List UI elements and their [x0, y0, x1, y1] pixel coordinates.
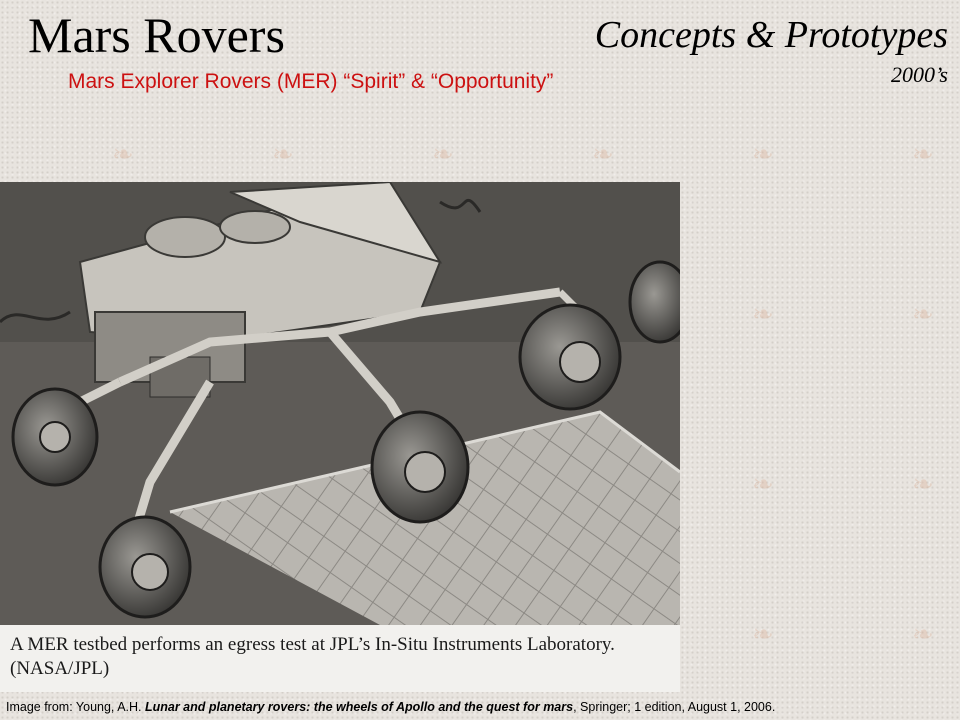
slide-title: Mars Rovers [28, 7, 285, 63]
rover-photo [0, 182, 680, 692]
citation-suffix: , Springer; 1 edition, August 1, 2006. [573, 700, 776, 714]
photo-caption-line: (NASA/JPL) [10, 658, 110, 679]
background-watermark: ❧ [752, 470, 774, 499]
background-watermark: ❧ [272, 140, 294, 169]
background-watermark: ❧ [912, 470, 934, 499]
background-watermark: ❧ [752, 620, 774, 649]
background-watermark: ❧ [432, 140, 454, 169]
background-watermark: ❧ [912, 620, 934, 649]
photo-caption-line: A MER testbed performs an egress test at JPL’s In-Situ Instruments Laboratory. [10, 634, 615, 655]
background-watermark: ❧ [912, 140, 934, 169]
citation-prefix: Image from: Young, A.H. [6, 700, 145, 714]
slide-subtitle: Mars Explorer Rovers (MER) “Spirit” & “Opportunity” [68, 70, 554, 93]
rover-wheel [13, 389, 97, 485]
era-label: 2000’s [890, 62, 948, 87]
background-watermark: ❧ [112, 140, 134, 169]
rover-wheel [630, 262, 680, 342]
citation-book-title: Lunar and planetary rovers: the wheels of Apollo and the quest for mars [144, 700, 574, 714]
background-watermark: ❧ [752, 140, 774, 169]
background-watermark: ❧ [752, 300, 774, 329]
image-citation [6, 699, 775, 715]
background-watermark: ❧ [592, 140, 614, 169]
rover-wheel [372, 412, 468, 522]
section-title: Concepts & Prototypes [594, 14, 948, 56]
photo-caption [0, 625, 680, 692]
rover-illustration [0, 182, 680, 625]
rover-wheel [100, 517, 190, 617]
background-watermark: ❧ [912, 300, 934, 329]
rover-wheel [520, 305, 620, 409]
